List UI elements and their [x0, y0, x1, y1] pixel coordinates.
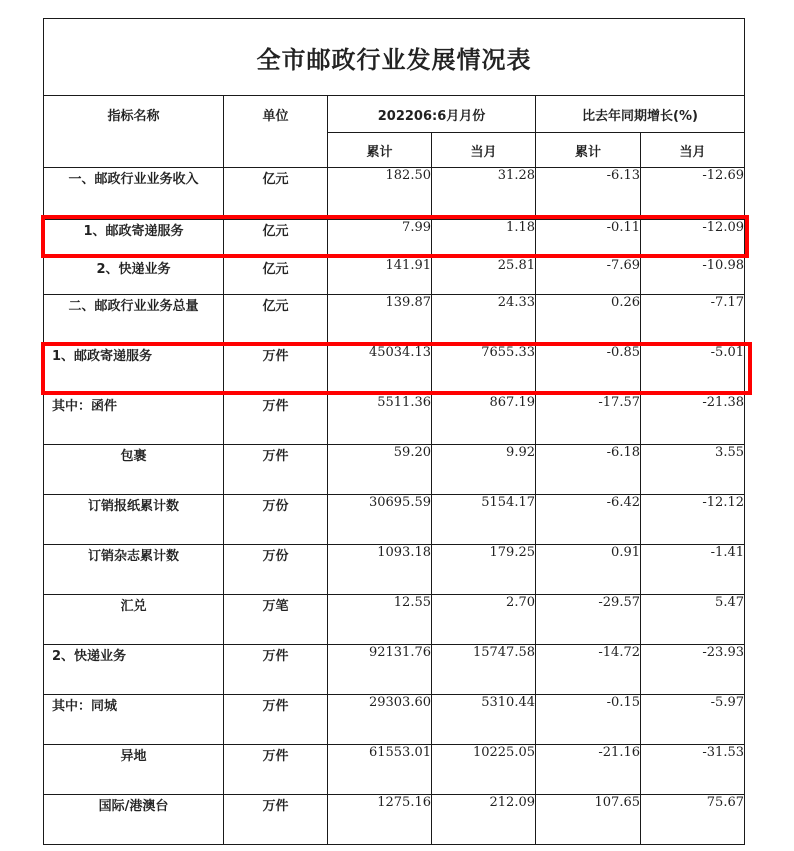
row-cumulative: 182.50: [328, 168, 432, 220]
row-current-month: 867.19: [432, 395, 536, 445]
table-row: [44, 645, 745, 695]
row-growth-current-month: 3.55: [641, 445, 745, 495]
table-row: [44, 545, 745, 595]
row-growth-current-month: -7.17: [641, 295, 745, 345]
postal-statistics-table: [43, 18, 745, 845]
row-growth-cumulative: -0.15: [536, 695, 641, 745]
row-current-month: 24.33: [432, 295, 536, 345]
table-row: [44, 220, 745, 258]
header-growth: 比去年同期增长(%): [536, 96, 745, 133]
row-growth-cumulative: -17.57: [536, 395, 641, 445]
row-name: 1、邮政寄递服务: [44, 220, 224, 258]
row-name: 订销报纸累计数: [44, 495, 224, 545]
row-growth-cumulative: -0.85: [536, 345, 641, 395]
row-growth-current-month: -12.12: [641, 495, 745, 545]
row-growth-cumulative: -6.18: [536, 445, 641, 495]
header-growth-cumulative: 累计: [536, 133, 641, 168]
header-period: 202206:6月月份: [328, 96, 536, 133]
table-title: 全市邮政行业发展情况表: [44, 19, 745, 96]
row-unit: 亿元: [224, 258, 328, 295]
row-current-month: 10225.05: [432, 745, 536, 795]
table-row: [44, 445, 745, 495]
row-name: 其中：同城: [44, 695, 224, 745]
row-cumulative: 92131.76: [328, 645, 432, 695]
row-growth-cumulative: -21.16: [536, 745, 641, 795]
row-growth-current-month: -12.09: [641, 220, 745, 258]
row-cumulative: 141.91: [328, 258, 432, 295]
row-growth-cumulative: -14.72: [536, 645, 641, 695]
row-name: 其中：函件: [44, 395, 224, 445]
row-cumulative: 45034.13: [328, 345, 432, 395]
row-name: 2、快递业务: [44, 258, 224, 295]
row-unit: 万件: [224, 695, 328, 745]
row-unit: 亿元: [224, 168, 328, 220]
header-unit: 单位: [224, 96, 328, 168]
row-unit: 万份: [224, 545, 328, 595]
row-unit: 万笔: [224, 595, 328, 645]
table-row: [44, 595, 745, 645]
row-current-month: 2.70: [432, 595, 536, 645]
row-current-month: 7655.33: [432, 345, 536, 395]
row-current-month: 5154.17: [432, 495, 536, 545]
row-growth-current-month: -1.41: [641, 545, 745, 595]
row-name: 2、快递业务: [44, 645, 224, 695]
row-current-month: 179.25: [432, 545, 536, 595]
row-cumulative: 5511.36: [328, 395, 432, 445]
row-current-month: 15747.58: [432, 645, 536, 695]
row-current-month: 5310.44: [432, 695, 536, 745]
table-row: [44, 295, 745, 345]
row-name: 国际/港澳台: [44, 795, 224, 845]
row-growth-current-month: -12.69: [641, 168, 745, 220]
header-growth-current-month: 当月: [641, 133, 745, 168]
row-growth-cumulative: -7.69: [536, 258, 641, 295]
table-row: [44, 395, 745, 445]
row-growth-cumulative: 0.26: [536, 295, 641, 345]
row-growth-current-month: -5.01: [641, 345, 745, 395]
row-current-month: 31.28: [432, 168, 536, 220]
row-name: 包裹: [44, 445, 224, 495]
row-unit: 万件: [224, 745, 328, 795]
row-growth-cumulative: -6.13: [536, 168, 641, 220]
row-cumulative: 12.55: [328, 595, 432, 645]
row-growth-current-month: -10.98: [641, 258, 745, 295]
row-growth-current-month: -5.97: [641, 695, 745, 745]
row-cumulative: 1275.16: [328, 795, 432, 845]
row-growth-cumulative: -0.11: [536, 220, 641, 258]
row-unit: 万件: [224, 795, 328, 845]
row-growth-cumulative: 107.65: [536, 795, 641, 845]
row-cumulative: 29303.60: [328, 695, 432, 745]
row-name: 异地: [44, 745, 224, 795]
row-current-month: 1.18: [432, 220, 536, 258]
row-current-month: 9.92: [432, 445, 536, 495]
row-unit: 亿元: [224, 220, 328, 258]
row-growth-current-month: 75.67: [641, 795, 745, 845]
row-cumulative: 139.87: [328, 295, 432, 345]
row-unit: 万件: [224, 345, 328, 395]
table-row: [44, 745, 745, 795]
row-growth-current-month: 5.47: [641, 595, 745, 645]
row-name: 汇兑: [44, 595, 224, 645]
row-cumulative: 7.99: [328, 220, 432, 258]
row-name: 订销杂志累计数: [44, 545, 224, 595]
table-row: [44, 795, 745, 845]
row-cumulative: 61553.01: [328, 745, 432, 795]
row-name: 一、邮政行业业务收入: [44, 168, 224, 220]
header-cumulative: 累计: [328, 133, 432, 168]
row-growth-current-month: -21.38: [641, 395, 745, 445]
row-cumulative: 30695.59: [328, 495, 432, 545]
row-name: 二、邮政行业业务总量: [44, 295, 224, 345]
row-name: 1、邮政寄递服务: [44, 345, 224, 395]
table-row: [44, 345, 745, 395]
header-indicator: 指标名称: [44, 96, 224, 168]
header-current-month: 当月: [432, 133, 536, 168]
row-current-month: 25.81: [432, 258, 536, 295]
row-unit: 万件: [224, 445, 328, 495]
table-row: [44, 168, 745, 220]
row-unit: 亿元: [224, 295, 328, 345]
row-unit: 万件: [224, 645, 328, 695]
row-growth-current-month: -23.93: [641, 645, 745, 695]
table-row: [44, 695, 745, 745]
row-growth-cumulative: -6.42: [536, 495, 641, 545]
row-current-month: 212.09: [432, 795, 536, 845]
row-cumulative: 59.20: [328, 445, 432, 495]
row-growth-cumulative: -29.57: [536, 595, 641, 645]
row-unit: 万件: [224, 395, 328, 445]
row-unit: 万份: [224, 495, 328, 545]
row-growth-current-month: -31.53: [641, 745, 745, 795]
row-cumulative: 1093.18: [328, 545, 432, 595]
row-growth-cumulative: 0.91: [536, 545, 641, 595]
table-row: [44, 495, 745, 545]
table-row: [44, 258, 745, 295]
